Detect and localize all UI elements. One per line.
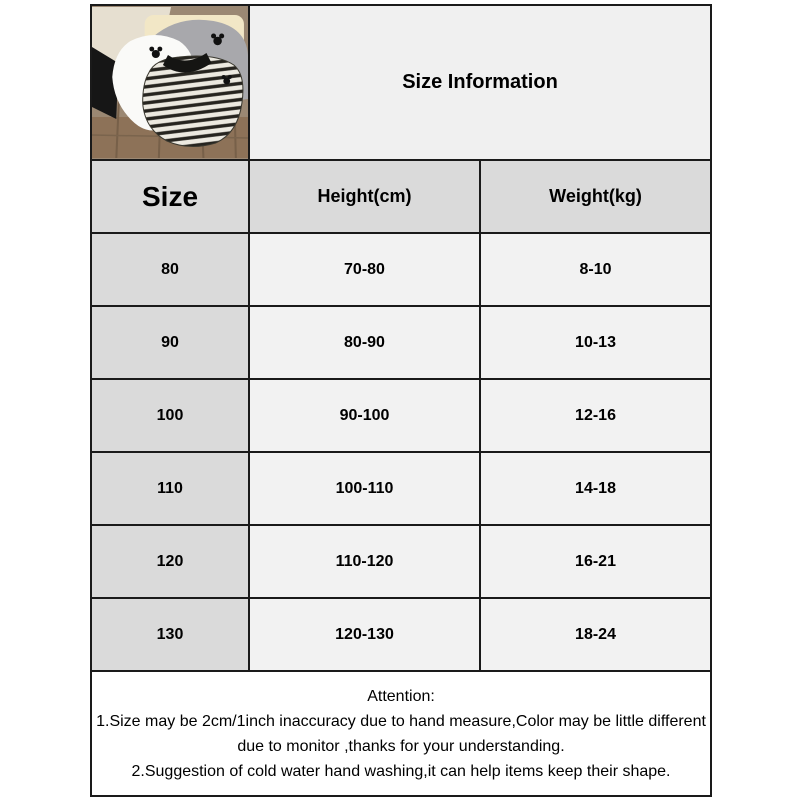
height-cell: 120-130: [249, 598, 480, 671]
height-cell: 100-110: [249, 452, 480, 525]
height-cell: 80-90: [249, 306, 480, 379]
height-cell: 90-100: [249, 379, 480, 452]
attention-item-2: 2.Suggestion of cold water hand washing,it can help items keep their shape.: [131, 762, 671, 780]
tshirts-photo-illustration: [92, 7, 248, 158]
size-cell: 130: [91, 598, 249, 671]
table-row: [91, 306, 711, 379]
attention-label: Attention:: [367, 687, 435, 705]
height-cell: 70-80: [249, 233, 480, 306]
size-cell: 100: [91, 379, 249, 452]
weight-cell: 16-21: [480, 525, 711, 598]
size-information-table: [90, 4, 712, 797]
weight-cell: 10-13: [480, 306, 711, 379]
page-title: Size Information: [249, 5, 711, 160]
weight-cell: 8-10: [480, 233, 711, 306]
product-photo: [91, 5, 249, 160]
table-row: [91, 525, 711, 598]
weight-cell: 18-24: [480, 598, 711, 671]
table-row: [91, 452, 711, 525]
attention-item-1: 1.Size may be 2cm/1inch inaccuracy due to hand measure,Color may be little different due to monitor ,thanks for your understanding.: [96, 712, 706, 755]
height-cell: 110-120: [249, 525, 480, 598]
weight-cell: 14-18: [480, 452, 711, 525]
size-cell: 80: [91, 233, 249, 306]
table-header-row: [91, 160, 711, 233]
column-header-height: Height(cm): [249, 160, 480, 233]
size-cell: 110: [91, 452, 249, 525]
size-cell: 120: [91, 525, 249, 598]
table-row: [91, 598, 711, 671]
weight-cell: 12-16: [480, 379, 711, 452]
column-header-weight: Weight(kg): [480, 160, 711, 233]
size-cell: 90: [91, 306, 249, 379]
column-header-size: Size: [91, 160, 249, 233]
table-row: [91, 233, 711, 306]
attention-note: [91, 671, 711, 796]
table-row: [91, 379, 711, 452]
